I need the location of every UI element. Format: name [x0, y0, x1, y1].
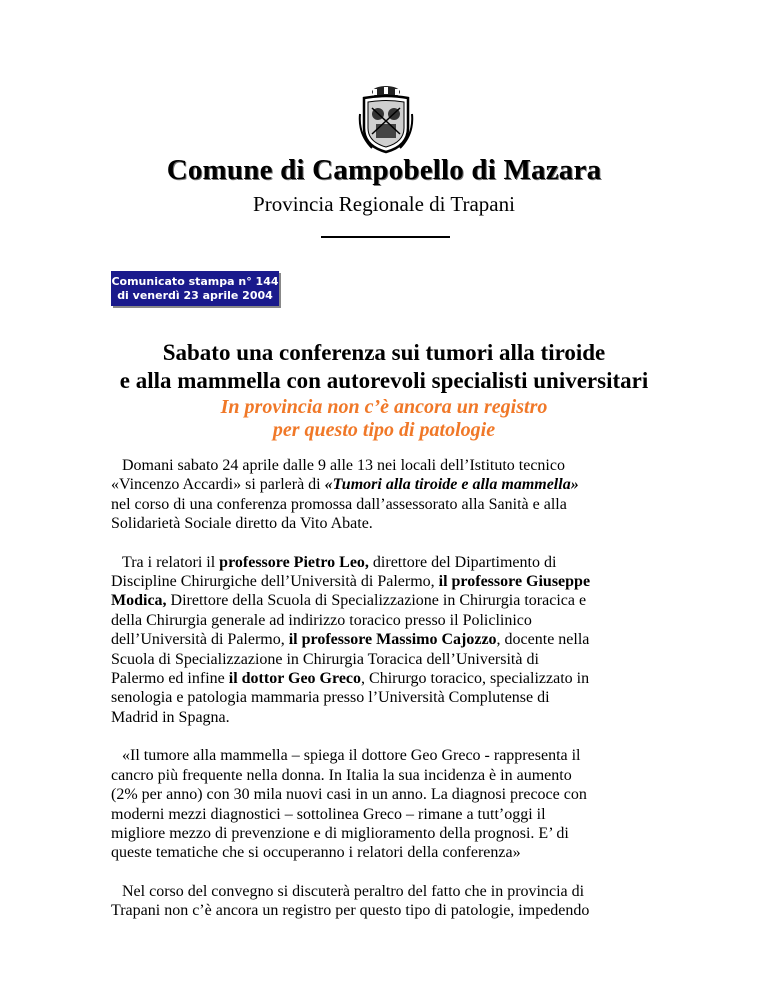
text-line: (2% per anno) con 30 mila nuovi casi in un anno. La diagnosi precoce con	[111, 786, 587, 804]
text-line: della Chirurgia generale ad indirizzo toracico presso il Policlinico	[111, 611, 532, 629]
paragraph-4	[111, 882, 671, 921]
text-line: Solidarietà Sociale diretto da Vito Abate.	[111, 515, 373, 533]
header-divider	[321, 236, 450, 238]
text-line: senologia e patologia mammaria presso l’Università Complutense di	[111, 689, 550, 707]
text-line: «Il tumore alla mammella – spiega il dottore Geo Greco - rappresenta il	[122, 747, 581, 765]
text-span: Discipline Chirurgiche dell’Università di Palermo,	[111, 573, 439, 591]
text-line	[111, 553, 671, 572]
municipal-crest-icon	[358, 84, 414, 154]
subheadline-line-1: In provincia non c’è ancora un registro	[220, 396, 548, 418]
article-body	[111, 456, 671, 940]
text-line	[111, 572, 671, 591]
press-release-badge	[111, 271, 279, 306]
org-name: Comune di Campobello di Mazara	[166, 154, 602, 186]
text-span: , docente nella	[496, 631, 590, 649]
text-span: Direttore della Scuola di Specializzazione in Chirurgia toracica e	[166, 592, 587, 610]
headline-line-1: Sabato una conferenza sui tumori alla tiroide	[162, 340, 606, 365]
text-span: Tra i relatori il	[122, 553, 220, 571]
text-line	[111, 630, 671, 649]
event-title: «Tumori alla tiroide e alla mammella»	[324, 476, 579, 494]
text-span: dell’Università di Palermo,	[111, 631, 289, 649]
text-line	[111, 669, 671, 688]
text-line: nel corso di una conferenza promossa dall’assessorato alla Sanità e alla	[111, 495, 567, 513]
text-line	[111, 475, 671, 494]
headline	[0, 339, 768, 395]
text-span: «Vincenzo Accardi» si parlerà di	[111, 476, 325, 494]
speaker-name: il dottor Geo Greco	[228, 670, 362, 688]
subheadline	[0, 396, 768, 442]
text-span: direttore del Dipartimento di	[368, 553, 557, 571]
text-line: Domani sabato 24 aprile dalle 9 alle 13 nei locali dell’Istituto tecnico	[122, 457, 565, 474]
subheadline-line-2: per questo tipo di patologie	[272, 419, 496, 441]
text-line: moderni mezzi diagnostici – sottolinea Greco – rimane a tutt’oggi il	[111, 805, 546, 823]
press-release-number: Comunicato stampa n° 144	[111, 275, 279, 288]
press-release-date: di venerdì 23 aprile 2004	[117, 289, 273, 302]
speaker-name: il professore Giuseppe	[438, 573, 591, 591]
speaker-name: professore Pietro Leo,	[219, 553, 369, 571]
text-line: Nel corso del convegno si discuterà peraltro del fatto che in provincia di	[122, 882, 585, 900]
text-line: migliore mezzo di prevenzione e di miglioramento della prognosi. E’ di	[111, 824, 569, 842]
paragraph-2	[111, 553, 671, 728]
text-line: Trapani non c’è ancora un registro per questo tipo di patologie, impedendo	[111, 902, 590, 920]
text-span: , Chirurgo toracico, specializzato in	[361, 670, 590, 688]
org-province: Provincia Regionale di Trapani	[253, 192, 515, 216]
text-line: queste tematiche che si occuperanno i relatori della conferenza»	[111, 844, 521, 862]
speaker-name: Modica,	[111, 592, 167, 610]
text-span: Palermo ed infine	[111, 670, 229, 688]
text-line: Madrid in Spagna.	[111, 708, 230, 726]
headline-line-2: e alla mammella con autorevoli specialisti universitari	[119, 368, 649, 393]
paragraph-3	[111, 746, 671, 862]
text-line	[111, 591, 671, 610]
text-line: cancro più frequente nella donna. In Italia la sua incidenza è in aumento	[111, 766, 572, 784]
speaker-name: il professore Massimo Cajozzo	[288, 631, 497, 649]
text-line: Scuola di Specializzazione in Chirurgia Toracica dell’Università di	[111, 650, 539, 668]
paragraph-1	[111, 456, 671, 534]
